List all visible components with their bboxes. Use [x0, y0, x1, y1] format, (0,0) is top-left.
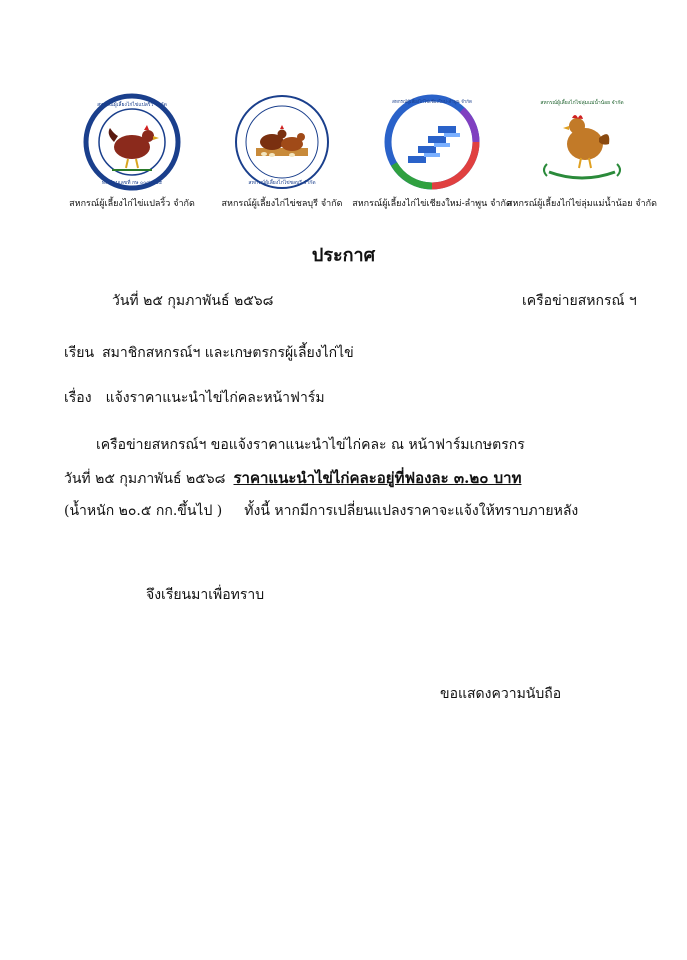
logo-ring-subtext: ทะเบียนเลขที่ กษ ๐๐๘๓/๒๕ — [101, 180, 163, 186]
regards-text: ขอแสดงความนับถือ — [440, 686, 562, 702]
logo-caption: สหกรณ์ผู้เลี้ยงไก่ไข่เชียงใหม่-ลำพูน จำกัด — [352, 199, 512, 209]
logo-ring-text: สหกรณ์ผู้เลี้ยงไก่ไข่ลุ่มแม่น้ำน้อย จำกัด — [540, 100, 624, 106]
price-highlight: ราคาแนะนำไข่ไก่คละอยู่ที่ฟองละ ๓.๒๐ บาท — [233, 469, 522, 487]
logo-plaeng-rio — [62, 92, 202, 209]
page-title: ประกาศ — [311, 245, 376, 266]
body-date: วันที่ ๒๕ กุมภาพันธ์ ๒๕๖๘ — [64, 471, 226, 487]
change-notice: ทั้งนี้ หากมีการเปลี่ยนแปลงราคาจะแจ้งให้ทราบภายหลัง — [244, 503, 579, 519]
logo-ring-text: สหกรณ์ผู้เลี้ยงไก่ไข่ชลบุรี จำกัด — [248, 180, 316, 186]
body-line-1: เครือข่ายสหกรณ์ฯ ขอแจ้งราคาแนะนำไข่ไก่คละ ณ หน้าฟาร์มเกษตรกร — [96, 437, 525, 453]
stairs-icon — [382, 92, 482, 192]
logo-lum-mae-nam-noi — [507, 92, 657, 209]
logo-row — [62, 92, 657, 222]
weight-note: (น้ำหนัก ๒๐.๕ กก.ขึ้นไป ) — [64, 503, 223, 519]
recipient-text: สมาชิกสหกรณ์ฯ และเกษตรกรผู้เลี้ยงไก่ไข่ — [102, 345, 354, 361]
logo-caption: สหกรณ์ผู้เลี้ยงไก่ไข่ชลบุรี จำกัด — [221, 199, 343, 209]
logo-ring-text: สหกรณ์ผู้เลี้ยงไก่ไข่แปลริ้ว จำกัด — [97, 102, 167, 108]
logo-chonburi — [212, 92, 352, 209]
logo-chiangmai-lamphun — [352, 92, 512, 209]
recipient-line — [64, 342, 354, 364]
rooster-icon — [527, 92, 637, 192]
body-line-3 — [64, 500, 578, 522]
network-label: เครือข่ายสหกรณ์ ฯ — [522, 293, 637, 309]
subject-text: แจ้งราคาแนะนำไข่ไก่คละหน้าฟาร์ม — [105, 390, 325, 406]
logo-caption: สหกรณ์ผู้เลี้ยงไก่ไข่แปลริ้ว จำกัด — [69, 199, 195, 209]
hens-icon — [232, 92, 332, 192]
announcement-date: วันที่ ๒๕ กุมภาพันธ์ ๒๕๖๘ — [112, 293, 274, 309]
closing-text: จึงเรียนมาเพื่อทราบ — [146, 587, 265, 603]
hen-icon — [82, 92, 182, 192]
recipient-label: เรียน — [64, 345, 95, 361]
subject-label: เรื่อง — [64, 390, 92, 406]
body-line-2 — [64, 466, 521, 490]
subject-line — [64, 387, 325, 409]
logo-ring-text: สหกรณ์ผู้เลี้ยงไก่ไข่เชียงใหม่-ลำพูน จำกัด — [392, 100, 472, 105]
logo-caption: สหกรณ์ผู้เลี้ยงไก่ไข่ลุ่มแม่น้ำน้อย จำกัด — [507, 199, 657, 209]
